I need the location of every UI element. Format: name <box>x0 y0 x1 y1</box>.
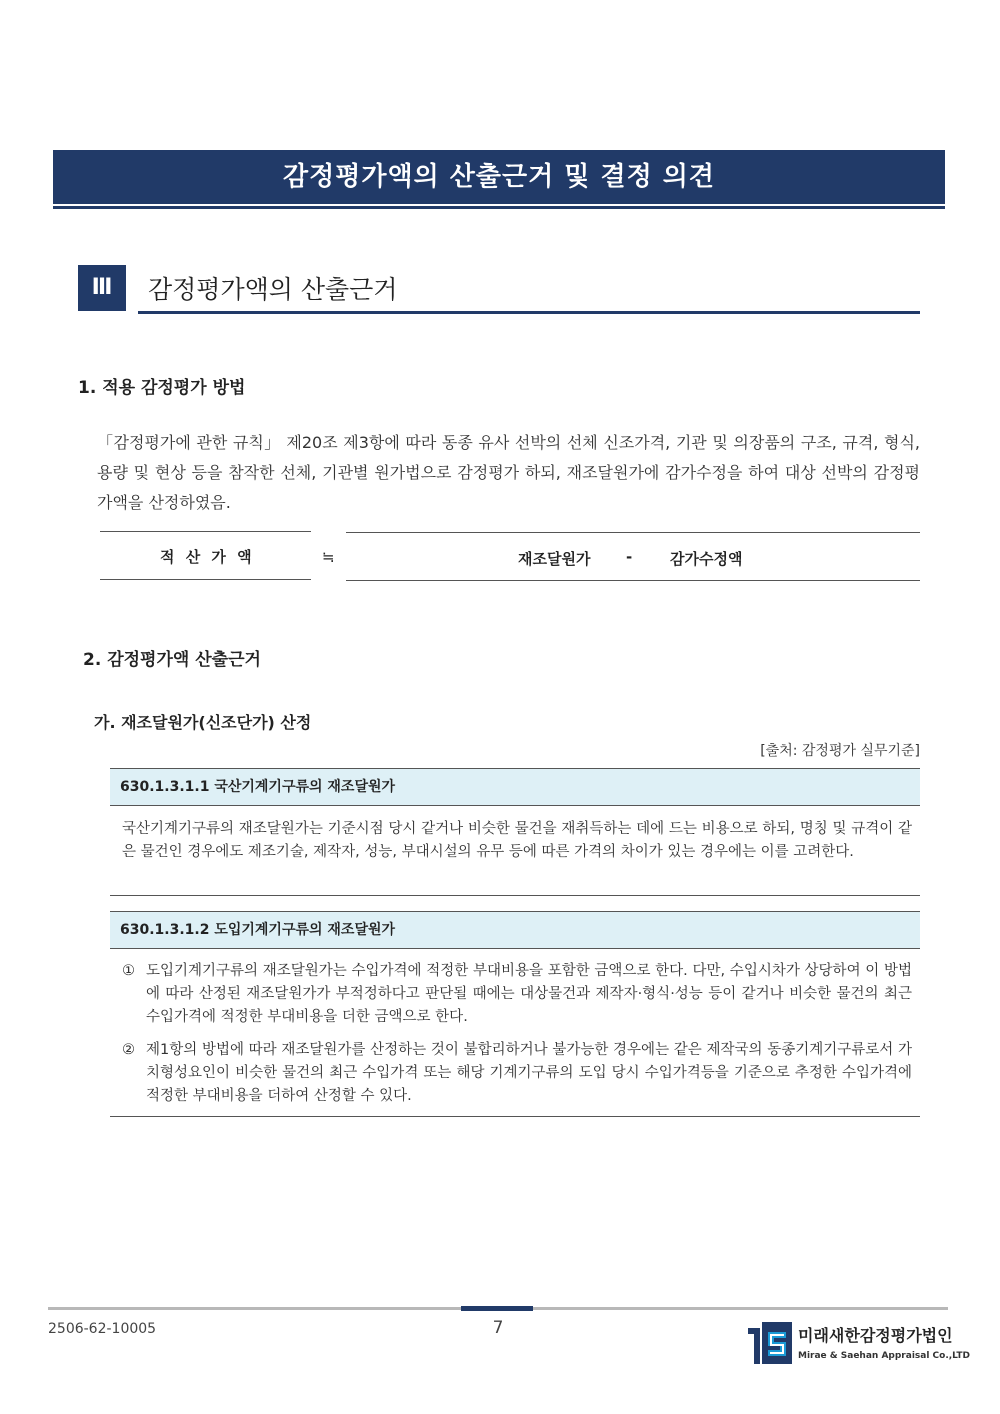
formula-top-line-right <box>346 532 920 533</box>
company-logo-icon <box>748 1322 792 1364</box>
formula-left-term: 적 산 가 액 <box>160 548 255 566</box>
formula-bottom-line-right <box>346 580 920 581</box>
formula-top-line-left <box>100 531 311 532</box>
formula-depreciation: 감가수정액 <box>670 550 743 568</box>
method-paragraph: 「감정평가에 관한 규칙」 제20조 제3항에 따라 동종 유사 선박의 선체 신조가격, 기관 및 의장품의 구조, 규격, 형식, 용량 및 현상 등을 참작한 선체, 기관별 원가법으로 감정평가 하되, 재조달원가에 감가수정을 하여 대상 선박의 감정평가액을 산정하였음. <box>97 433 920 512</box>
basis-subheading: 가. 재조달원가(신조단가) 산정 <box>94 713 312 732</box>
company-name: 미래새한감정평가법인 <box>798 1326 953 1345</box>
box1-text: 국산기계기구류의 재조달원가는 기준시점 당시 같거나 비슷한 물건을 재취득하는 데에 드는 비용으로 하되, 명칭 및 규격이 같은 물건인 경우에도 제조기술, 제작자, 성능, 부대시설의 유무 등에 따른 가격의 차이가 있는 경우에는 이를 고려한다. <box>122 821 912 860</box>
page-header-title: 감정평가액의 산출근거 및 결정 의견 <box>283 162 715 192</box>
formula-replacement-cost: 재조달원가 <box>518 550 591 568</box>
page-header-banner <box>53 150 945 204</box>
section-underline <box>138 311 920 314</box>
source-note: [출처: 감정평가 실무기준] <box>760 743 920 759</box>
page-number: 7 <box>492 1318 504 1338</box>
box1-bottom-line <box>110 895 920 896</box>
formula-bottom-line-left <box>100 579 311 580</box>
item-text: 제1항의 방법에 따라 재조달원가를 산정하는 것이 불합리하거나 불가능한 경우에는 같은 제작국의 동종기계기구류로서 가치형성요인이 비슷한 물건의 최근 수입가격 또는 해당 기계기구류의 도입 당시 수입가격등을 기준으로 추정한 수입가격에 적정한 부대비용을 더하여 산정할 수 있다. <box>146 1042 912 1104</box>
formula-approx-sign: ≒ <box>322 548 335 566</box>
item-text: 도입기계기구류의 재조달원가는 수입가격에 적정한 부대비용을 포함한 금액으로 한다. 다만, 수입시차가 상당하여 이 방법에 따라 산정된 재조달원가가 부적정하다고 판단될 때에는 대상물건과 제작자·형식·성능 등이 같거나 비슷한 물건의 최근 수입가격에 적정한 부대비용을 더한 금액으로 한다. <box>146 963 912 1025</box>
method-heading: 1. 적용 감정평가 방법 <box>78 378 246 398</box>
box2-item <box>122 1039 912 1108</box>
header-divider <box>53 206 945 209</box>
item-number: ② <box>122 1042 135 1058</box>
section-title: 감정평가액의 산출근거 <box>148 275 398 304</box>
box2-header <box>110 911 920 949</box>
item-number: ① <box>122 963 135 979</box>
box2-bottom-line <box>110 1116 920 1117</box>
footer-accent-bar <box>461 1306 533 1311</box>
basis-heading: 2. 감정평가액 산출근거 <box>83 650 261 670</box>
box1-header <box>110 768 920 806</box>
box2-item <box>122 960 912 1029</box>
company-name-en: Mirae & Saehan Appraisal Co.,LTD <box>798 1351 971 1361</box>
box2-list <box>122 960 912 1118</box>
formula-minus-sign: - <box>626 548 633 566</box>
document-number: 2506-62-10005 <box>48 1321 157 1337</box>
box1-title: 630.1.3.1.1 국산기계기구류의 재조달원가 <box>120 779 396 795</box>
section-number-box <box>78 265 126 311</box>
box2-title: 630.1.3.1.2 도입기계기구류의 재조달원가 <box>120 922 396 938</box>
section-number: Ⅲ <box>91 275 113 300</box>
